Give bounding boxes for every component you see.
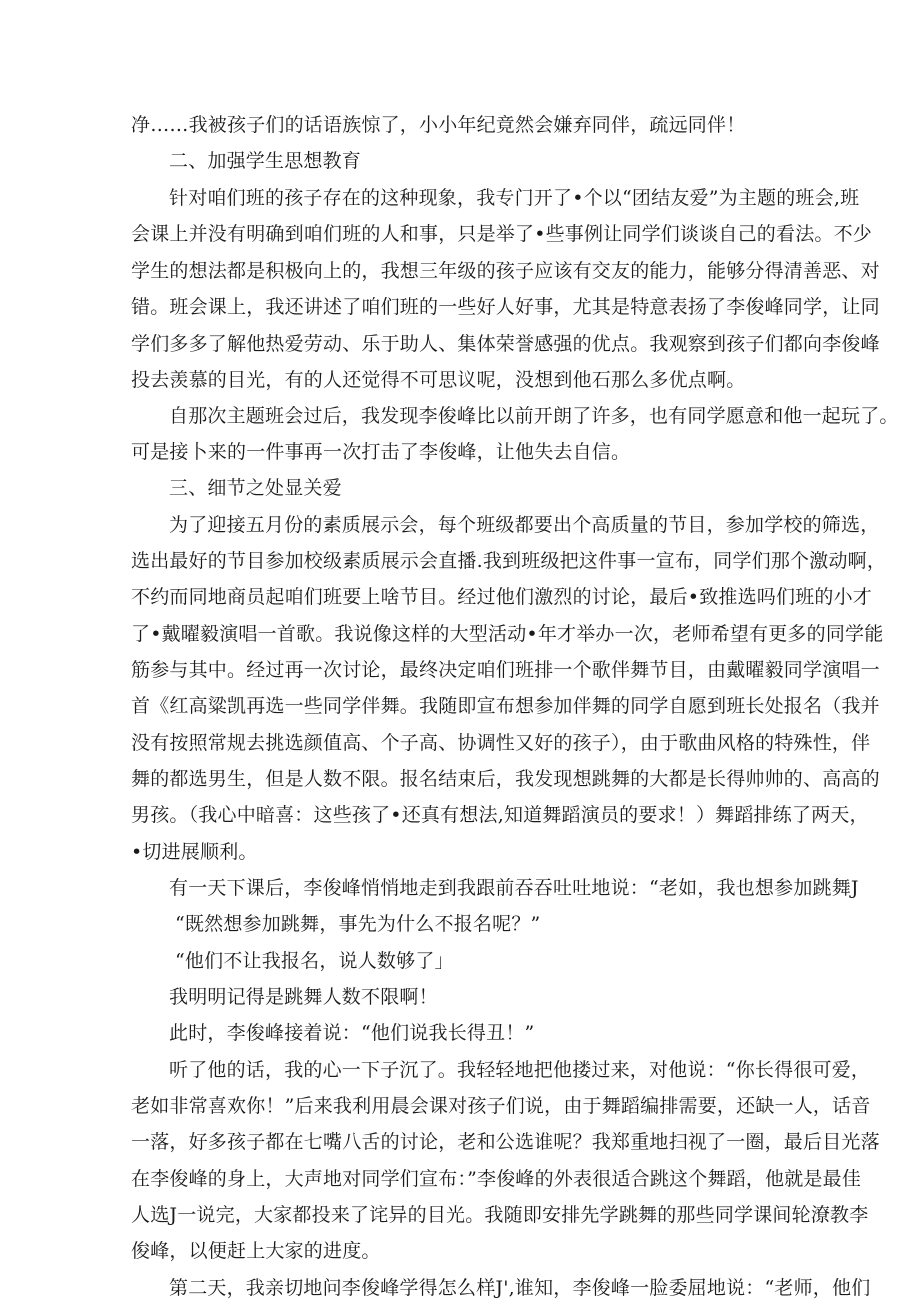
paragraph-line: 俊峰，以便赶上大家的进度。	[131, 1240, 381, 1262]
paragraph-line: 首《红高粱凯再选一些同学伴舞。我随即宣布想参加伴舞的同学自愿到班长处报名（我并	[131, 695, 880, 717]
paragraph-line: 不约而同地商员起咱们班要上啥节目。经过他们激烈的讨论，最后•致推选吗们班的小才	[131, 586, 873, 608]
paragraph-line: 听了他的话，我的心一下子沉了。我轻轻地把他搂过来，对他说：“你长得很可爱，	[169, 1059, 871, 1081]
section-heading: 二、加强学生思想教育	[169, 150, 362, 172]
paragraph-line: 自那次主题班会过后，我发现李俊峰比以前开朗了许多，也有同学愿意和他一起玩了。	[169, 405, 899, 427]
paragraph-line: 老如非常喜欢你！”后来我利用晨会课对孩子们说，由于舞蹈编排需要，还缺一人，话音	[131, 1095, 871, 1117]
paragraph-line: •切进展顺利。	[131, 841, 258, 863]
paragraph-line: 第二天，我亲切地问李俊峰学得怎么样J',谁知，李俊峰一脸委屈地说：“老师，他们	[169, 1277, 871, 1299]
paragraph-line: 可是接卜来的一件事再一次打击了李俊峰，让他失去自信。	[131, 441, 631, 463]
paragraph-line: 了•戴曜毅演唱一首歌。我说像这样的大型活动•年才举办一次，老师希望有更多的同学能	[131, 623, 884, 645]
paragraph-line: 针对咱们班的孩子存在的这种现象，我专门开了•个以“团结友爱”为主题的班会,班	[169, 187, 860, 209]
paragraph-line: 有一天下课后，李俊峰悄悄地走到我跟前吞吞吐吐地说：“老如，我也想参加跳舞J	[169, 877, 859, 899]
section-heading: 三、细节之处显关爱	[169, 477, 342, 499]
paragraph-line: 舞的都选男生，但是人数不限。报名结束后，我发现想跳舞的大都是长得帅帅的、高高的	[131, 768, 880, 790]
paragraph-line: 错。班会课上，我还讲述了咱们班的一些好人好事，尤其是特意表扬了李俊峰同学，让同	[131, 296, 880, 318]
paragraph-line: 投去羡慕的目光，有的人还觉得不可思议呢，没想到他石那么多优点啊。	[131, 369, 746, 391]
paragraph-line: 一落，好多孩子都在七嘴八舌的讨论，老和公选谁呢？我郑重地扫视了一圈，最后目光落	[131, 1131, 880, 1153]
paragraph-line: 净……我被孩子们的话语族惊了，小小年纪竟然会嫌弃同伴，疏远同伴！	[131, 114, 746, 136]
paragraph-line: 没有按照常规去挑选颜值高、个子高、协调性又好的孩子），由于歌曲风格的特殊性，伴	[131, 732, 871, 754]
paragraph-line: 学们多多了解他热爱劳动、乐于助人、集体荣誉感强的优点。我观察到孩子们都向李俊峰	[131, 333, 880, 355]
paragraph-line: 我明明记得是跳舞人数不限啊！	[169, 986, 438, 1008]
paragraph-line: 人选J一说完，大家都投来了诧异的目光。我随即安排先学跳舞的那些同学课间轮潦教李	[131, 1204, 869, 1226]
dialogue-line: “他们不让我报名，说人数够了｣	[175, 950, 445, 972]
paragraph-line: 选出最好的节目参加校级素质展示会直播.我到班级把这件事一宣布，同学们那个激动啊，	[131, 550, 887, 572]
paragraph-line: 筋参与其中。经过再一次讨论，最终决定咱们班排一个歌伴舞节目，由戴曜毅同学演唱一	[131, 659, 880, 681]
dialogue-line: “既然想参加跳舞，事先为什么不报名呢？”	[175, 913, 541, 935]
paragraph-line: 学生的想法都是积极向上的，我想三年级的孩子应该有交友的能力，能够分得清善恶、对	[131, 260, 880, 282]
paragraph-line: 在李俊峰的身上，大声地对同学们宣布：”李俊峰的外表很适合跳这个舞蹈，他就是最佳	[131, 1168, 862, 1190]
paragraph-line: 男孩。（我心中暗喜：这些孩了•还真有想法,知道舞蹈演员的要求！）舞蹈排练了两天，	[131, 804, 869, 826]
paragraph-line: 会课上并没有明确到咱们班的人和事，只是举了•些事例让同学们谈谈自己的看法。不少	[131, 223, 873, 245]
paragraph-line: 为了迎接五月份的素质展示会，每个班级都要出个高质量的节目，参加学校的筛选，	[169, 514, 880, 536]
paragraph-line: 此时，李俊峰接着说：“他们说我长得丑！”	[169, 1022, 535, 1044]
